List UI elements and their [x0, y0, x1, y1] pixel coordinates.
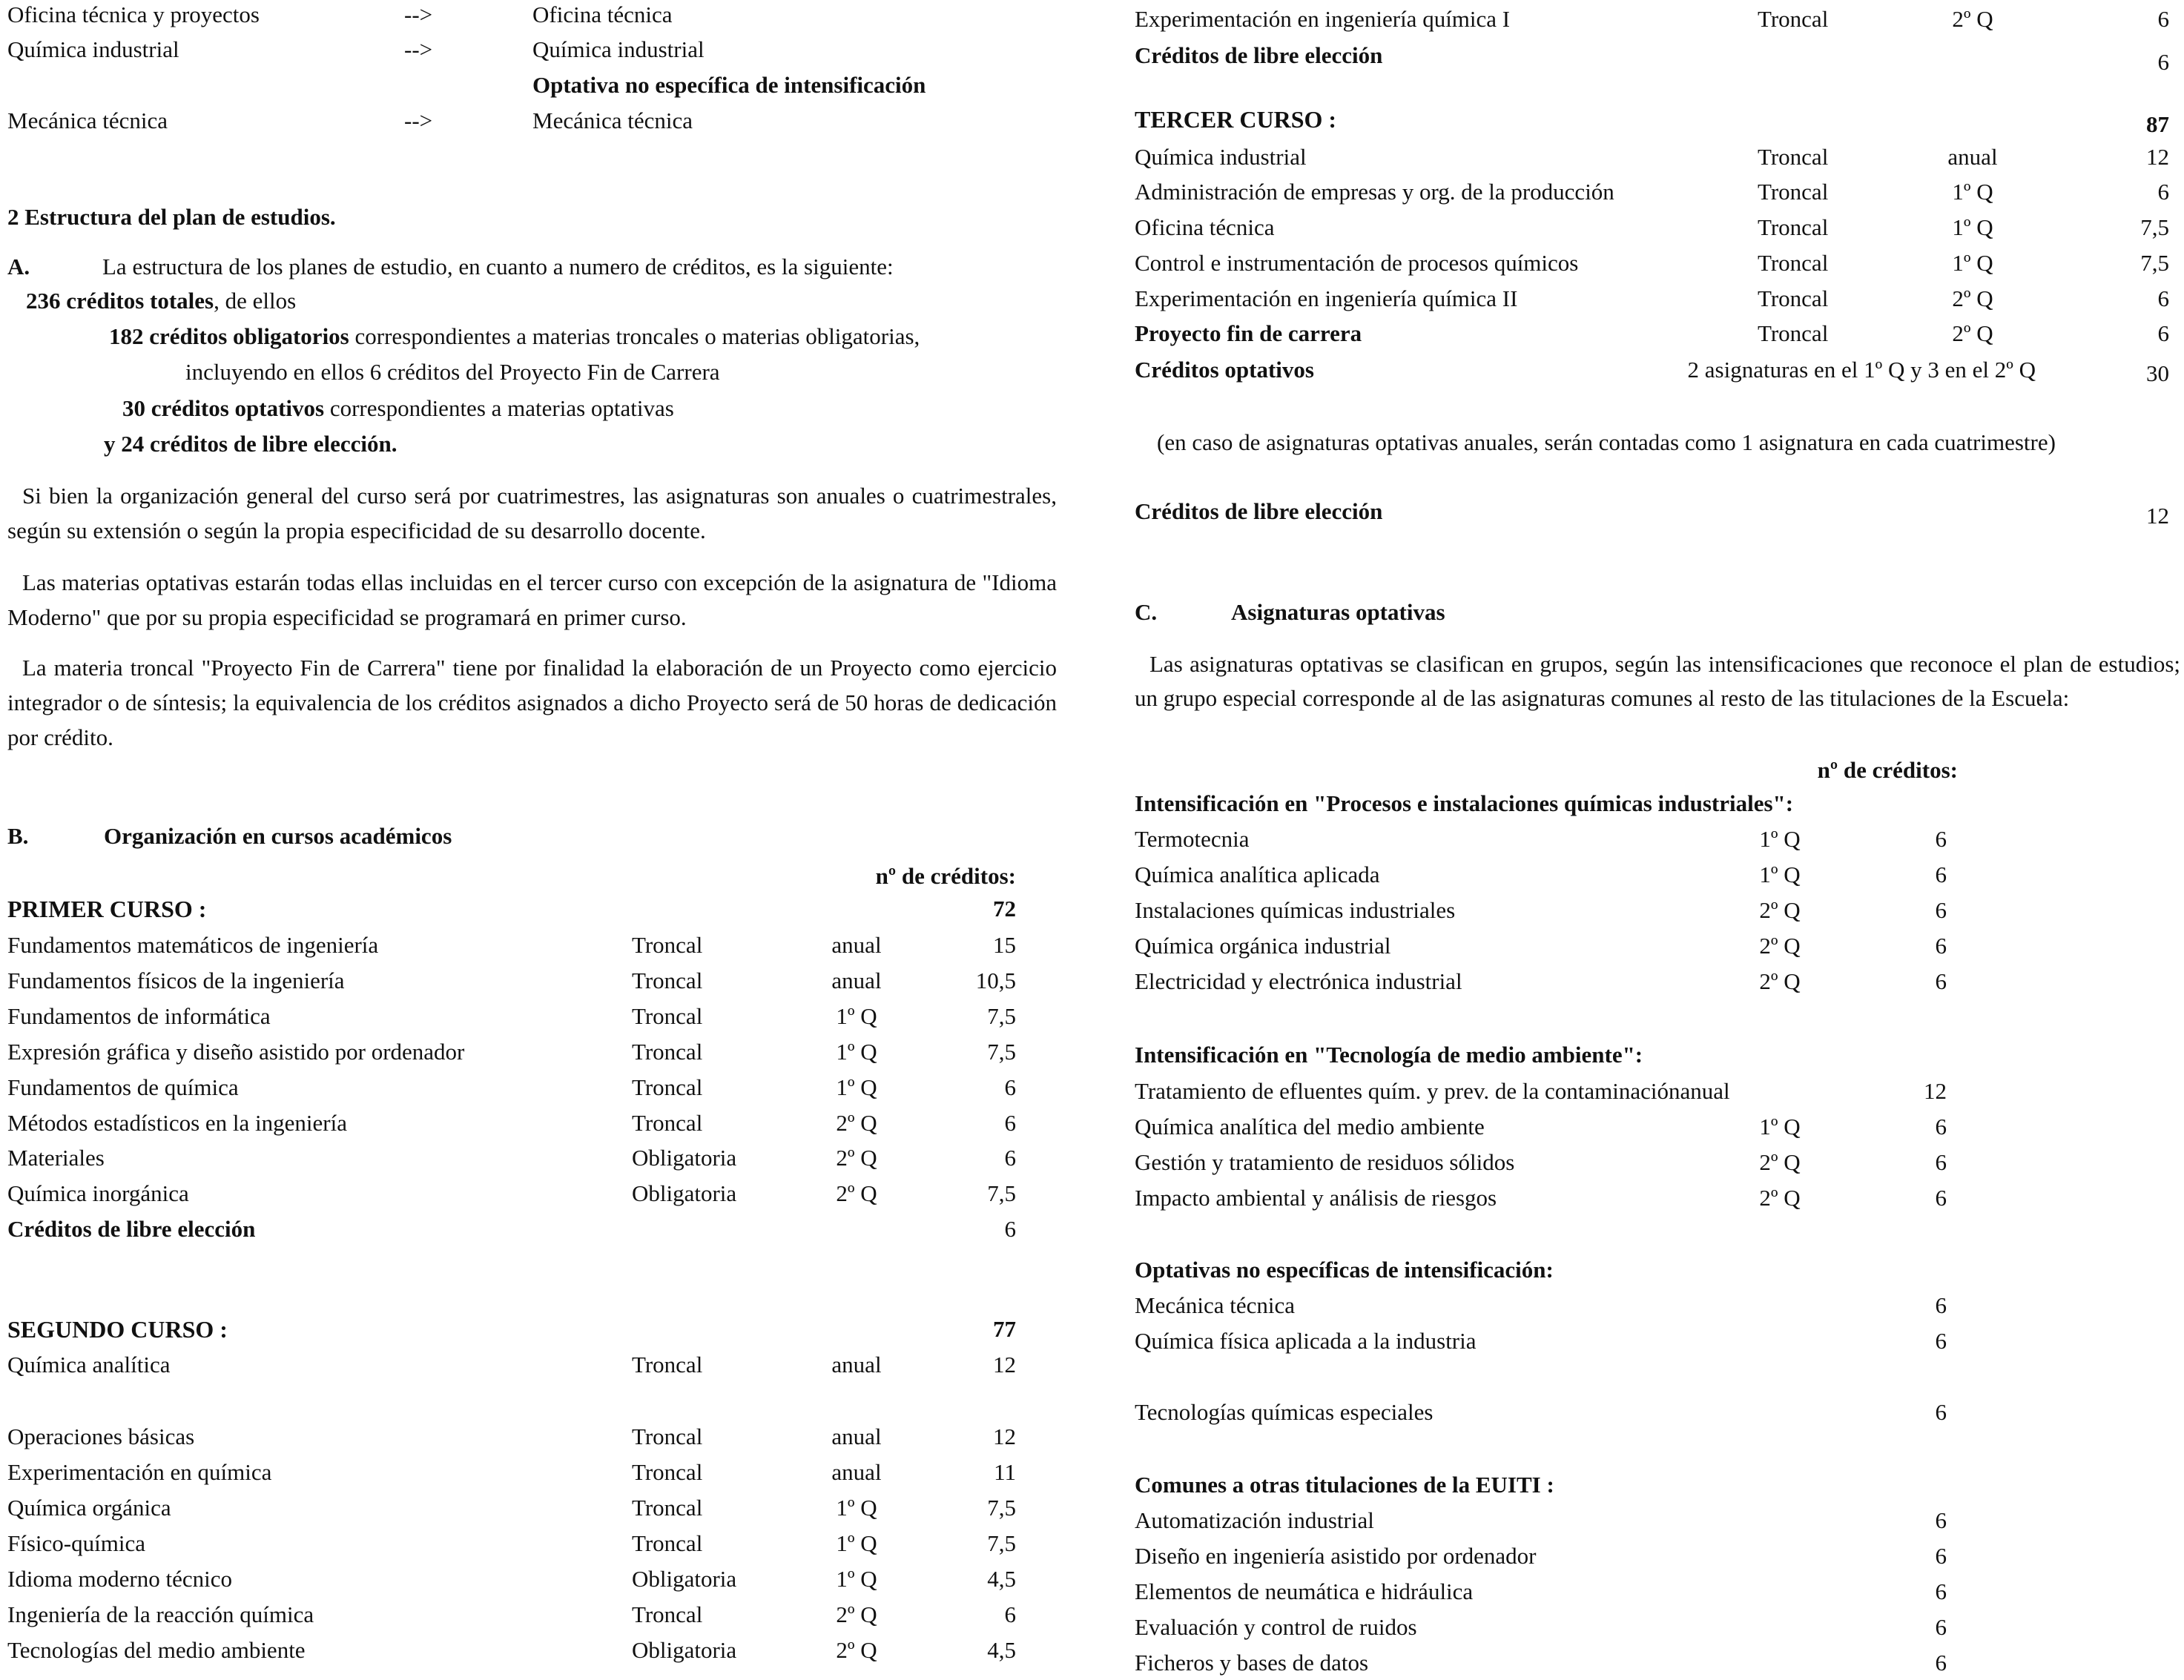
subject-name: Diseño en ingeniería asistido por ordenador: [1135, 1543, 1537, 1569]
equivalence-to: Mecánica técnica: [532, 108, 693, 133]
course-credits: 6: [2157, 285, 2169, 311]
oblig-credits-line-2: incluyendo en ellos 6 créditos del Proyecto Fin de Carrera: [185, 359, 720, 385]
course-credits: 11: [994, 1459, 1016, 1485]
course-type: Troncal: [1758, 320, 1829, 346]
segundo-curso-title: SEGUNDO CURSO :: [7, 1316, 228, 1343]
course-credits: 6: [1004, 1145, 1016, 1171]
course-name: Materiales: [7, 1145, 105, 1171]
group-title: Comunes a otras titulaciones de la EUITI :: [1135, 1472, 1554, 1498]
course-name: Química orgánica: [7, 1495, 171, 1521]
subject-credits: 6: [1935, 1507, 1947, 1533]
subject-period: 1º Q: [1759, 862, 1801, 887]
course-name: Fundamentos de informática: [7, 1003, 271, 1029]
course-period: anual: [831, 968, 882, 993]
course-type: Troncal: [632, 1601, 703, 1627]
course-period: 1º Q: [1952, 179, 1993, 205]
course-period: 1º Q: [836, 1566, 877, 1592]
course-period: 2º Q: [1952, 6, 1993, 32]
tercer-libre-credits: 12: [2146, 503, 2169, 529]
course-credits: 6: [2157, 179, 2169, 205]
total-credits-rest: , de ellos: [214, 288, 297, 314]
opt-credits-line: [122, 395, 674, 422]
equivalence-to: Química industrial: [532, 36, 705, 62]
subject-name: Tratamiento de efluentes quím. y prev. de la contaminaciónanual: [1135, 1078, 1730, 1104]
oblig-credits-line: [109, 323, 920, 350]
primer-libre-label: Créditos de libre elección: [7, 1216, 256, 1242]
course-period: anual: [831, 1459, 882, 1485]
course-credits: 6: [1004, 1074, 1016, 1100]
subject-name: Instalaciones químicas industriales: [1135, 897, 1456, 923]
equivalence-to: Oficina técnica: [532, 1, 673, 27]
subject-credits: 6: [1935, 897, 1947, 923]
course-period: 2º Q: [1952, 320, 1993, 346]
course-type: Obligatoria: [632, 1637, 737, 1663]
subject-name: Química analítica aplicada: [1135, 862, 1380, 887]
subject-period: 1º Q: [1759, 1114, 1801, 1140]
course-type: Troncal: [632, 1459, 703, 1485]
equivalence-arrow: -->: [404, 108, 433, 133]
credits-column-header: nº de créditos:: [875, 863, 1016, 889]
course-name: Fundamentos de química: [7, 1074, 239, 1100]
course-credits: 6: [2157, 320, 2169, 346]
total-credits-line: [26, 288, 296, 314]
course-credits: 12: [993, 1423, 1016, 1449]
course-credits: 7,5: [2140, 250, 2169, 276]
course-name: Tecnologías del medio ambiente: [7, 1637, 306, 1663]
segundo-libre-credits: 6: [2157, 49, 2169, 75]
course-name: Proyecto fin de carrera: [1135, 320, 1362, 346]
course-type: Obligatoria: [632, 1145, 737, 1171]
course-type: Troncal: [1758, 6, 1829, 32]
subject-name: Química analítica del medio ambiente: [1135, 1114, 1485, 1140]
course-type: Troncal: [1758, 285, 1829, 311]
oblig-credits-rest: correspondientes a materias troncales o materias obligatorias,: [349, 323, 920, 349]
course-type: Troncal: [632, 932, 703, 958]
subject-name: Termotecnia: [1135, 826, 1250, 852]
course-period: 1º Q: [836, 1074, 877, 1100]
subject-credits: 6: [1935, 1399, 1947, 1425]
course-type: Troncal: [632, 1039, 703, 1065]
subject-period: 2º Q: [1759, 1185, 1801, 1211]
course-name: Operaciones básicas: [7, 1423, 195, 1449]
subject-name: Automatización industrial: [1135, 1507, 1374, 1533]
course-period: 1º Q: [836, 1003, 877, 1029]
course-type: Troncal: [632, 1074, 703, 1100]
segundo-curso-total: 77: [993, 1316, 1016, 1342]
section-c-title: Asignaturas optativas: [1231, 599, 1445, 625]
subject-name: Mecánica técnica: [1135, 1292, 1295, 1318]
paragraph-organizacion: Si bien la organización general del curso será por cuatrimestres, las asignaturas son anuales o cuatrimestrales, según su extensión o según la propia especificidad de su desarrollo docente.: [7, 483, 1057, 543]
course-name: Administración de empresas y org. de la producción: [1135, 179, 1614, 205]
course-credits: 10,5: [975, 968, 1016, 993]
equivalence-from: Mecánica técnica: [7, 108, 168, 133]
equivalence-to: Optativa no específica de intensificación: [532, 72, 926, 98]
course-period: 1º Q: [1952, 250, 1993, 276]
course-period: anual: [831, 932, 882, 958]
course-credits: 7,5: [987, 1039, 1016, 1065]
subject-name: Química física aplicada a la industria: [1135, 1328, 1477, 1354]
course-period: 1º Q: [836, 1039, 877, 1065]
course-credits: 4,5: [987, 1637, 1016, 1663]
subject-period: 1º Q: [1759, 826, 1801, 852]
course-credits: 7,5: [987, 1003, 1016, 1029]
course-type: Troncal: [1758, 214, 1829, 240]
course-name: Fundamentos matemáticos de ingeniería: [7, 932, 379, 958]
group-title: Intensificación en "Tecnología de medio ambiente":: [1135, 1042, 1643, 1068]
subject-credits: 6: [1935, 1614, 1947, 1640]
course-type: Troncal: [632, 1003, 703, 1029]
course-period: 2º Q: [836, 1110, 877, 1136]
section-c-label: C.: [1135, 599, 1158, 625]
group-title: Intensificación en "Procesos e instalaciones químicas industriales":: [1135, 790, 1794, 816]
subject-name: Química orgánica industrial: [1135, 933, 1391, 959]
optativos-credits: 30: [2146, 360, 2169, 386]
course-period: 2º Q: [1952, 285, 1993, 311]
section-c-intro: Las asignaturas optativas se clasifican en grupos, según las intensificaciones que reconoce el plan de estudios; un grupo especial corresponde al de las asignaturas comunes al resto de las titulaciones de la Escuela:: [1135, 651, 2180, 711]
oblig-credits-bold: 182 créditos obligatorios: [109, 323, 349, 349]
primer-curso-total: 72: [993, 896, 1016, 922]
section-b-label: B.: [7, 823, 29, 849]
tercer-curso-total: 87: [2146, 111, 2169, 137]
course-type: Troncal: [632, 1530, 703, 1556]
course-type: Troncal: [1758, 144, 1829, 170]
course-name: Físico-química: [7, 1530, 145, 1556]
optativos-label: Créditos optativos: [1135, 357, 1314, 383]
optativas-anuales-note: (en caso de asignaturas optativas anuales, serán contadas como 1 asignatura en cada cuatrimestre): [1157, 429, 2056, 455]
course-name: Oficina técnica: [1135, 214, 1275, 240]
subject-credits: 6: [1935, 1292, 1947, 1318]
course-period: 2º Q: [836, 1637, 877, 1663]
course-period: 2º Q: [836, 1180, 877, 1206]
subject-credits: 6: [1935, 862, 1947, 887]
equivalence-from: Oficina técnica y proyectos: [7, 1, 260, 27]
subject-name: Electricidad y electrónica industrial: [1135, 968, 1462, 994]
subject-credits: 6: [1935, 968, 1947, 994]
course-period: 2º Q: [836, 1145, 877, 1171]
subject-credits: 6: [1935, 1185, 1947, 1211]
equivalence-arrow: -->: [404, 1, 433, 27]
subject-credits: 6: [1935, 1543, 1947, 1569]
course-credits: 7,5: [987, 1530, 1016, 1556]
opt-credits-bold: 30 créditos optativos: [122, 395, 325, 421]
course-type: Troncal: [632, 968, 703, 993]
optativas-credits-header: nº de créditos:: [1817, 757, 1958, 783]
subject-name: Evaluación y control de ruidos: [1135, 1614, 1417, 1640]
course-name: Experimentación en ingeniería química II: [1135, 285, 1518, 311]
course-type: Troncal: [1758, 179, 1829, 205]
course-name: Expresión gráfica y diseño asistido por ordenador: [7, 1039, 465, 1065]
course-credits: 6: [1004, 1110, 1016, 1136]
course-type: Obligatoria: [632, 1566, 737, 1592]
course-type: Troncal: [1758, 250, 1829, 276]
section-b-title: Organización en cursos académicos: [104, 823, 452, 849]
course-name: Experimentación en química: [7, 1459, 272, 1485]
course-credits: 6: [2157, 6, 2169, 32]
equivalence-arrow: -->: [404, 36, 433, 62]
libre-credits-line: y 24 créditos de libre elección.: [104, 431, 397, 457]
course-period: 1º Q: [836, 1530, 877, 1556]
course-type: Troncal: [632, 1495, 703, 1521]
course-credits: 7,5: [2140, 214, 2169, 240]
subject-credits: 6: [1935, 826, 1947, 852]
subject-period: 2º Q: [1759, 968, 1801, 994]
course-period: 1º Q: [1952, 214, 1993, 240]
course-credits: 4,5: [987, 1566, 1016, 1592]
course-type: Obligatoria: [632, 1180, 737, 1206]
tercer-libre-label: Créditos de libre elección: [1135, 498, 1383, 524]
course-type: Troncal: [632, 1110, 703, 1136]
course-name: Experimentación en ingeniería química I: [1135, 6, 1511, 32]
course-period: anual: [1947, 144, 1998, 170]
paragraph-proyecto: La materia troncal "Proyecto Fin de Carrera" tiene por finalidad la elaboración de un Proyecto como ejercicio integrador o de síntesis; la equivalencia de los créditos asignados a dicho Proyecto será de 50 horas de dedicación por crédito.: [7, 655, 1057, 750]
course-credits: 12: [993, 1352, 1016, 1378]
course-credits: 6: [1004, 1601, 1016, 1627]
subject-credits: 6: [1935, 1578, 1947, 1604]
subject-period: 2º Q: [1759, 933, 1801, 959]
course-credits: 7,5: [987, 1180, 1016, 1206]
course-credits: 12: [2146, 144, 2169, 170]
optativos-note: 2 asignaturas en el 1º Q y 3 en el 2º Q: [1687, 357, 2036, 383]
course-type: Troncal: [632, 1352, 703, 1378]
subject-name: Impacto ambiental y análisis de riesgos: [1135, 1185, 1497, 1211]
tercer-curso-title: TERCER CURSO :: [1135, 106, 1337, 133]
subject-name: Ficheros y bases de datos: [1135, 1650, 1369, 1676]
course-period: 2º Q: [836, 1601, 877, 1627]
subject-credits: 6: [1935, 933, 1947, 959]
course-name: Química industrial: [1135, 144, 1307, 170]
course-credits: 7,5: [987, 1495, 1016, 1521]
subject-credits: 12: [1924, 1078, 1947, 1104]
group-title: Optativas no específicas de intensificación:: [1135, 1257, 1554, 1283]
course-period: 1º Q: [836, 1495, 877, 1521]
course-name: Métodos estadísticos en la ingeniería: [7, 1110, 347, 1136]
subject-period: 2º Q: [1759, 897, 1801, 923]
course-name: Idioma moderno técnico: [7, 1566, 233, 1592]
course-name: Química inorgánica: [7, 1180, 189, 1206]
primer-libre-credits: 6: [1004, 1216, 1016, 1242]
total-credits-bold: 236 créditos totales: [26, 288, 214, 314]
segundo-libre-label: Créditos de libre elección: [1135, 42, 1383, 68]
course-name: Química analítica: [7, 1352, 171, 1378]
section-2-heading: 2 Estructura del plan de estudios.: [7, 204, 336, 230]
course-period: anual: [831, 1352, 882, 1378]
paragraph-optativas: Las materias optativas estarán todas ellas incluidas en el tercer curso con excepción de la asignatura de "Idioma Moderno" que por su propia especificidad se programará en primer curso.: [7, 569, 1057, 630]
subject-name: Tecnologías químicas especiales: [1135, 1399, 1434, 1425]
subject-name: Elementos de neumática e hidráulica: [1135, 1578, 1474, 1604]
subject-name: Gestión y tratamiento de residuos sólidos: [1135, 1149, 1515, 1175]
course-name: Fundamentos físicos de la ingeniería: [7, 968, 345, 993]
equivalence-from: Química industrial: [7, 36, 179, 62]
course-credits: 15: [993, 932, 1016, 958]
subject-period: 2º Q: [1759, 1149, 1801, 1175]
course-name: Ingeniería de la reacción química: [7, 1601, 314, 1627]
section-a-text: La estructura de los planes de estudio, en cuanto a numero de créditos, es la siguiente:: [102, 254, 894, 280]
subject-credits: 6: [1935, 1328, 1947, 1354]
subject-credits: 6: [1935, 1149, 1947, 1175]
course-type: Troncal: [632, 1423, 703, 1449]
section-a-label: A.: [7, 254, 30, 280]
opt-credits-rest: correspondientes a materias optativas: [324, 395, 674, 421]
primer-curso-title: PRIMER CURSO :: [7, 896, 207, 922]
subject-credits: 6: [1935, 1650, 1947, 1676]
course-period: anual: [831, 1423, 882, 1449]
subject-credits: 6: [1935, 1114, 1947, 1140]
course-name: Control e instrumentación de procesos químicos: [1135, 250, 1579, 276]
